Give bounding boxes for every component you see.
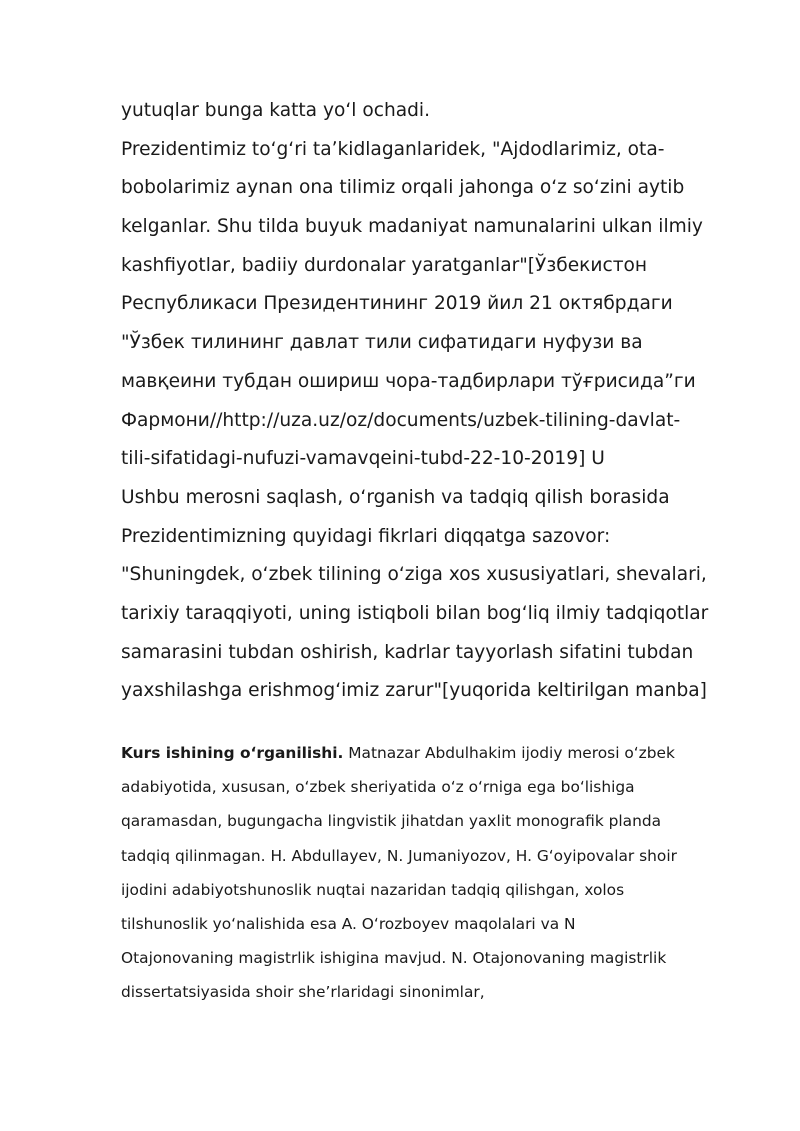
text-line: kashfiyotlar, badiiy durdonalar yaratganlar"[Ўзбекистон bbox=[121, 254, 648, 276]
text-line: kelganlar. Shu tilda buyuk madaniyat namunalarini ulkan ilmiy bbox=[121, 216, 703, 238]
text-line: tarixiy taraqqiyoti, uning istiqboli bilan bogʻliq ilmiy tadqiqotlar bbox=[121, 602, 709, 624]
text-line: bobolarimiz aynan ona tilimiz orqali jahonga oʻz soʻzini aytib bbox=[121, 177, 685, 199]
text-line: samarasini tubdan oshirish, kadrlar tayyorlash sifatini tubdan bbox=[121, 641, 694, 663]
text-line: мавқеини тубдан ошириш чора-тадбирлари тўғрисида”ги bbox=[121, 370, 696, 392]
text-line: Prezidentimiz toʻgʻri taʼkidlaganlaridek, "Ajdodlarimiz, ota- bbox=[121, 138, 665, 160]
text-line: yutuqlar bunga katta yoʻl ochadi. bbox=[121, 100, 431, 121]
text-line: Otajonovaning magistrlik ishigina mavjud. N. Otajonovaning magistrlik bbox=[121, 949, 667, 968]
literature-review-block bbox=[121, 736, 721, 1010]
text-line bbox=[121, 736, 721, 770]
text-line: ijodini adabiyotshunoslik nuqtai nazaridan tadqiq qilishgan, xolos bbox=[121, 880, 625, 899]
text-line: yaxshilashga erishmogʻimiz zarur"[yuqorida keltirilgan manba] bbox=[121, 680, 707, 702]
text-line: adabiyotida, xususan, oʻzbek sheriyatida oʻz oʻrniga ega boʻlishiga bbox=[121, 778, 635, 797]
text-line: Фармони//http://uza.uz/oz/documents/uzbek-tilining-davlat- bbox=[121, 409, 681, 431]
body-text-block bbox=[121, 92, 721, 711]
text-line: Prezidentimizning quyidagi fikrlari diqqatga sazovor: bbox=[121, 525, 611, 547]
text-line: "Ўзбек тилининг давлат тили сифатидаги нуфузи ва bbox=[121, 332, 643, 354]
text-line: Республикаси Президентининг 2019 йил 21 октябрдаги bbox=[121, 293, 673, 315]
section-heading: Kurs ishining oʻrganilishi. bbox=[121, 744, 344, 762]
text-line: "Shuningdek, oʻzbek tilining oʻziga xos xususiyatlari, shevalari, bbox=[121, 564, 707, 586]
text-line: Ushbu merosni saqlash, oʻrganish va tadqiq qilish borasida bbox=[121, 486, 670, 508]
text-line: tadqiq qilinmagan. H. Abdullayev, N. Jumaniyozov, H. Gʻoyipovalar shoir bbox=[121, 846, 677, 865]
text-line: dissertatsiyasida shoir sheʼrlaridagi sinonimlar, bbox=[121, 983, 485, 1002]
text-line: qaramasdan, bugungacha lingvistik jihatdan yaxlit monografik planda bbox=[121, 812, 662, 831]
text-line: tilshunoslik yoʻnalishida esa A. Oʻrozboyev maqolalari va N bbox=[121, 914, 576, 933]
heading-continuation: Matnazar Abdulhakim ijodiy merosi oʻzbek bbox=[343, 744, 675, 762]
text-line: tili-sifatidagi-nufuzi-vamavqeini-tubd-22-10-2019] U bbox=[121, 448, 605, 470]
